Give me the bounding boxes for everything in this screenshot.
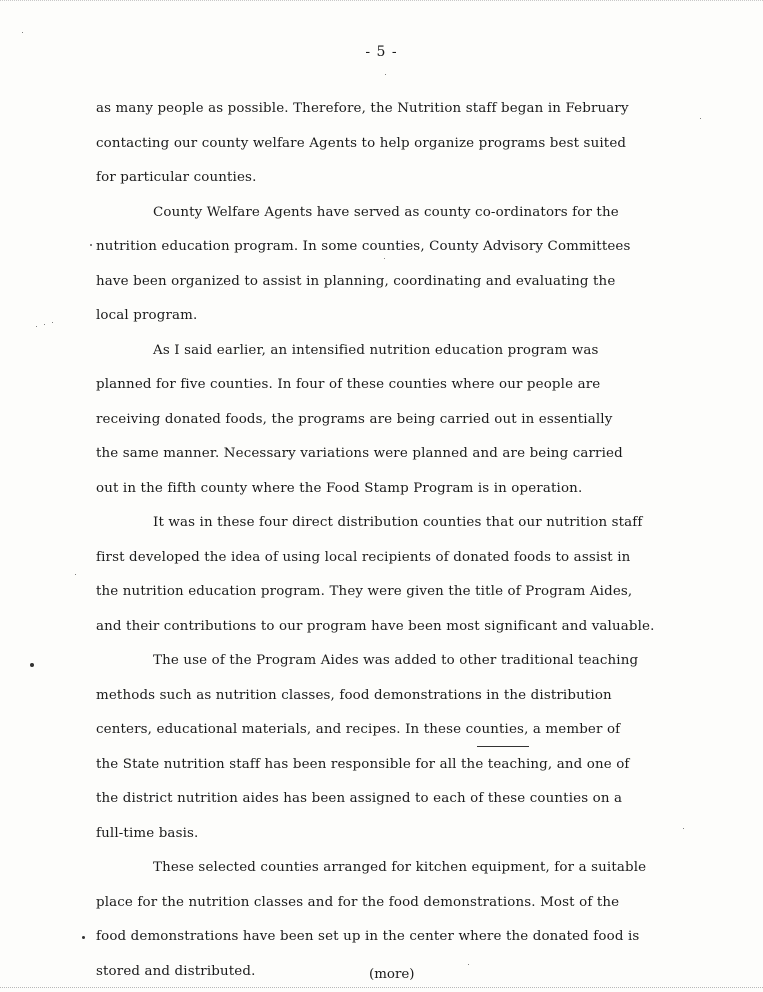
- page-number: - 5 -: [365, 44, 398, 60]
- text-line: the same manner. Necessary variations were planned and are being carried: [96, 446, 623, 461]
- text-line: have been organized to assist in planning, coordinating and evaluating the: [96, 273, 616, 289]
- text-line: place for the nutrition classes and for the food demonstrations. Most of the: [96, 894, 620, 910]
- text-line: the State nutrition staff has been responsible for all the teaching, and one of: [96, 756, 630, 772]
- text-line: the district nutrition aides has been assigned to each of these counties on a: [96, 791, 623, 806]
- text-line: County Welfare Agents have served as county co-ordinators for the: [153, 204, 619, 220]
- text-line: centers, educational materials, and recipes. In these counties, a member of: [96, 722, 621, 737]
- scan-speck: [468, 964, 469, 965]
- text-line: full-time basis.: [96, 825, 199, 841]
- text-line: planned for five counties. In four of these counties where our people are: [96, 377, 601, 392]
- text-line: first developed the idea of using local recipients of donated foods to assist in: [96, 549, 631, 565]
- body-text: [96, 92, 708, 989]
- text-line: methods such as nutrition classes, food demonstrations in the distribution: [96, 687, 612, 703]
- scan-speck: [44, 324, 45, 325]
- text-line: and their contributions to our program have been most significant and valuable.: [96, 618, 655, 634]
- text-line: It was in these four direct distribution counties that our nutrition staff: [153, 515, 643, 530]
- scan-speck: [52, 322, 53, 323]
- scan-speck: [30, 663, 34, 667]
- text-line: food demonstrations have been set up in the center where the donated food is: [96, 929, 640, 944]
- scan-speck: [384, 258, 385, 259]
- text-line: as many people as possible. Therefore, the Nutrition staff began in February: [96, 101, 629, 116]
- text-line: The use of the Program Aides was added to other traditional teaching: [153, 653, 639, 668]
- text-line: As I said earlier, an intensified nutrition education program was: [153, 342, 599, 358]
- text-line: local program.: [96, 308, 198, 323]
- text-line: These selected counties arranged for kitchen equipment, for a suitable: [153, 860, 647, 875]
- scan-speck: [82, 936, 85, 939]
- scan-speck: [36, 326, 37, 327]
- scan-speck: [700, 118, 701, 119]
- continuation-marker: (more): [369, 967, 415, 982]
- scan-speck: [385, 74, 386, 75]
- text-line: the nutrition education program. They were given the title of Program Aides,: [96, 584, 633, 599]
- scan-speck: [75, 574, 76, 575]
- text-line: receiving donated foods, the programs are being carried out in essentially: [96, 411, 613, 427]
- scan-speck: [90, 244, 92, 246]
- underline-mark: [477, 746, 529, 747]
- scan-speck: [22, 32, 23, 33]
- text-line: out in the fifth county where the Food Stamp Program is in operation.: [96, 480, 583, 496]
- text-line: contacting our county welfare Agents to help organize programs best suited: [96, 135, 627, 151]
- top-edge-border: [0, 0, 763, 1]
- text-line: stored and distributed.: [96, 963, 256, 979]
- bottom-edge-border: [0, 987, 763, 988]
- text-line: for particular counties.: [96, 170, 257, 185]
- scan-speck: [683, 828, 684, 829]
- text-line: nutrition education program. In some counties, County Advisory Committees: [96, 239, 631, 254]
